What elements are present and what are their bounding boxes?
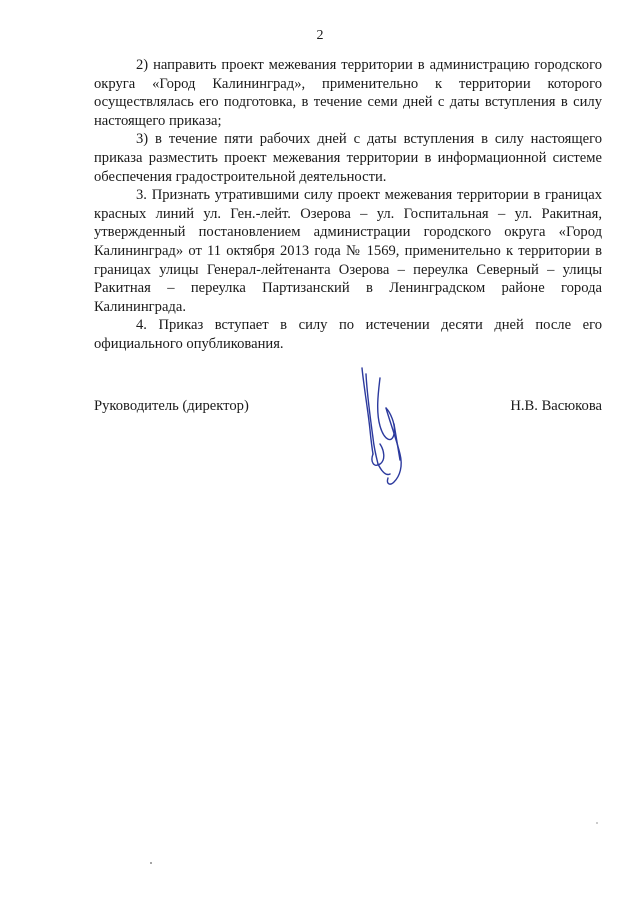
paragraph-clause-3: 3. Признать утратившими силу проект межевания территории в границах красных линий ул. Ген.-лейт. Озерова – ул. Госпитальная – ул. Ракитная, утвержденный постановлением администрации городского округа «Город Калининград» от 11 октября 2013 года № 1569, применительно к территории в границах улицы Генерал-лейтенанта Озерова – переулка Северный – улицы Ракитная – переулка Партизанский в Ленинградском районе города Калининграда.	[94, 187, 602, 315]
signatory-position: Руководитель (директор)	[94, 398, 249, 414]
signatory-name: Н.В. Васюкова	[510, 398, 602, 414]
document-body	[94, 56, 602, 354]
paragraph-item-2: 2) направить проект межевания территории в администрацию городского округа «Город Калининград», применительно к территории которого осуществлялась его подготовка, в течение семи дней с даты вступления в силу настоящего приказа;	[94, 57, 602, 129]
page-number: 2	[316, 28, 324, 43]
handwritten-signature	[340, 364, 420, 492]
scan-speck	[150, 862, 152, 864]
scan-speck	[596, 822, 598, 824]
paragraph-item-3: 3) в течение пяти рабочих дней с даты вступления в силу настоящего приказа разместить проект межевания территории в информационной системе обеспечения градостроительной деятельности.	[94, 131, 602, 185]
paragraph-clause-4: 4. Приказ вступает в силу по истечении десяти дней после его официального опубликования.	[94, 317, 602, 352]
